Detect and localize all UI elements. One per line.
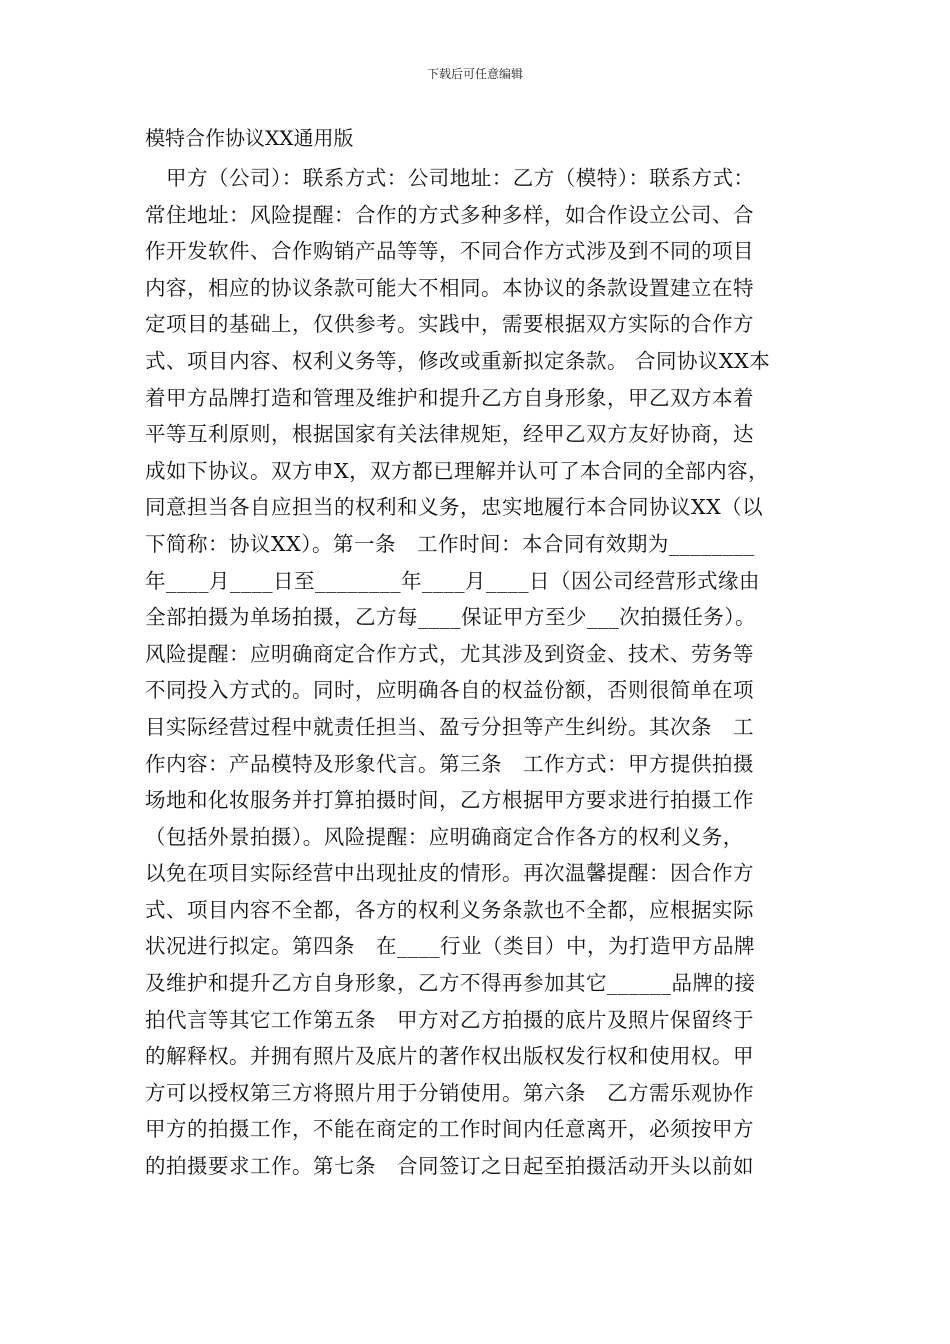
body-line: 拍代言等其它工作第五条 甲方对乙方拍摄的底片及照片保留终于 bbox=[145, 1007, 754, 1032]
body-line: 状况进行拟定。第四条 在____行业（类目）中，为打造甲方品牌 bbox=[145, 934, 755, 959]
body-line: 内容，相应的协议条款可能大不相同。本协议的条款设置建立在特 bbox=[145, 275, 754, 300]
body-line: 全部拍摄为单场拍摄，乙方每____保证甲方至少___次拍摄任务）。 bbox=[145, 605, 756, 630]
body-line: 方可以授权第三方将照片用于分销使用。第六条 乙方需乐观协作 bbox=[145, 1080, 754, 1105]
body-line: 的拍摄要求工作。第七条 合同签订之日起至拍摄活动开头以前如 bbox=[145, 1154, 754, 1179]
body-line: 作开发软件、合作购销产品等等，不同合作方式涉及到不同的项目 bbox=[145, 239, 754, 264]
body-line: （包括外景拍摄）。风险提醒：应明确商定合作各方的权利义务， bbox=[145, 824, 744, 849]
body-line: 目实际经营过程中就责任担当、盈亏分担等产生纠纷。其次条 工 bbox=[145, 714, 754, 739]
body-line: 作内容：产品模特及形象代言。第三条 工作方式：甲方提供拍摄 bbox=[145, 751, 754, 776]
body-line: 场地和化妆服务并打算拍摄时间，乙方根据甲方要求进行拍摄工作 bbox=[145, 788, 754, 813]
body-line: 年____月____日至________年____月____日（因公司经营形式缘由 bbox=[145, 568, 760, 593]
body-line: 成如下协议。双方申X，双方都已理解并认可了本合同的全部内容， bbox=[145, 458, 770, 483]
document-body bbox=[145, 160, 815, 1185]
document-title: 模特合作协议XX通用版 bbox=[145, 126, 354, 150]
body-line: 式、项目内容、权利义务等，修改或重新拟定条款。 合同协议XX本 bbox=[145, 348, 771, 373]
body-line: 甲方（公司）：联系方式：公司地址：乙方（模特）：联系方式： bbox=[145, 166, 755, 190]
body-line: 及维护和提升乙方自身形象，乙方不得再参加其它______品牌的接 bbox=[145, 971, 756, 996]
body-line: 同意担当各自应担当的权利和义务，忠实地履行本合同协议XX（以 bbox=[145, 495, 764, 520]
body-line: 定项目的基础上，仅供参考。实践中，需要根据双方实际的合作方 bbox=[145, 312, 754, 337]
body-line: 着甲方品牌打造和管理及维护和提升乙方自身形象，甲乙双方本着 bbox=[145, 385, 754, 410]
body-line: 下简称：协议XX）。第一条 工作时间：本合同有效期为________ bbox=[145, 531, 755, 556]
body-line: 平等互利原则，根据国家有关法律规矩，经甲乙双方友好协商，达 bbox=[145, 422, 754, 447]
header-note: 下载后可任意编辑 bbox=[426, 67, 523, 81]
body-line: 风险提醒：应明确商定合作方式，尤其涉及到资金、技术、劳务等 bbox=[145, 641, 754, 666]
body-line: 不同投入方式的。同时，应明确各自的权益份额，否则很简单在项 bbox=[145, 678, 754, 703]
body-line: 的解释权。并拥有照片及底片的著作权出版权发行权和使用权。甲 bbox=[145, 1044, 754, 1069]
body-line: 式、项目内容不全都，各方的权利义务条款也不全都，应根据实际 bbox=[145, 897, 754, 922]
body-line: 甲方的拍摄工作，不能在商定的工作时间内任意离开，必须按甲方 bbox=[145, 1117, 754, 1142]
body-line: 常住地址：风险提醒：合作的方式多种多样，如合作设立公司、合 bbox=[145, 202, 754, 227]
body-line: 以免在项目实际经营中出现扯皮的情形。再次温馨提醒：因合作方 bbox=[145, 861, 754, 886]
